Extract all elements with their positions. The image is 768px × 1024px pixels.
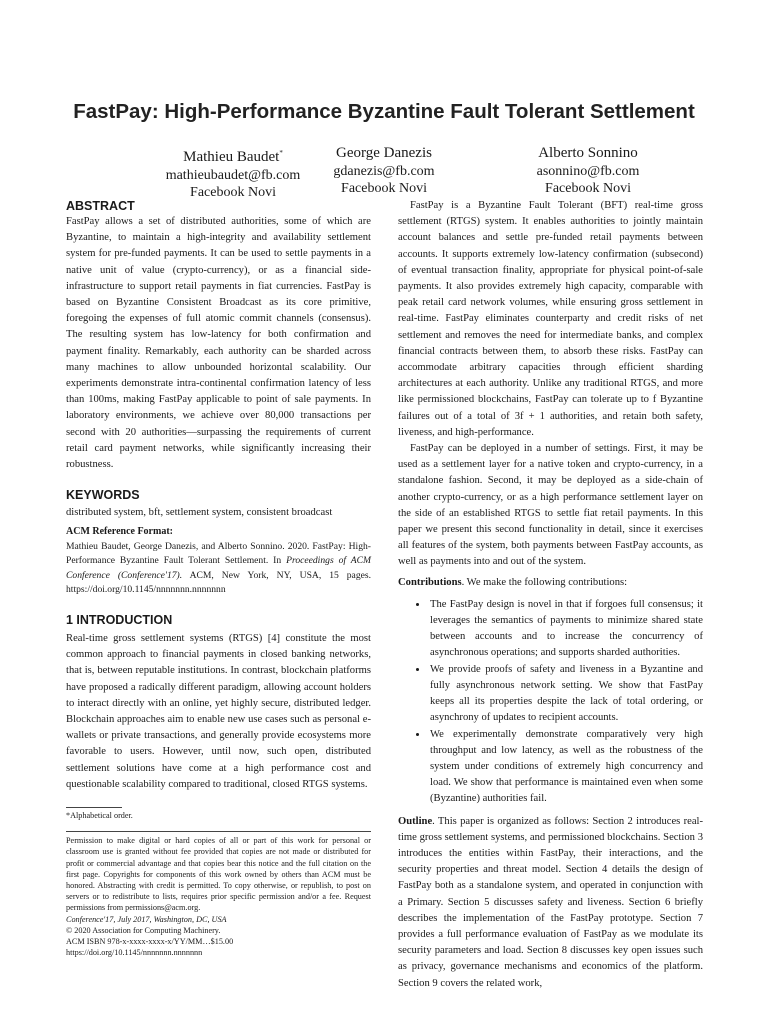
intro-paragraph-2: FastPay can be deployed in a number of settings. First, it may be used as a settlement layer for a native token and crypto-currency, in a standalone fashion. Second, it may be deployed as a side-chain of another crypto-currency, or as a high performance settlement layer on the side of an established RTGS to settle fiat retail payments. In this paper we present this second functionality in detail, since it exercises all features of the system, both payments between FastPay accounts, as well as payments into and out of the system.: [398, 443, 703, 568]
acm-reference-heading: ACM Reference Format:: [66, 526, 173, 538]
acm-reference-tail: ACM, New York, NY, USA, 15 pages. https://doi.org/10.1145/nnnnnnn.nnnnnnn: [66, 569, 372, 596]
copyright-line: © 2020 Association for Computing Machinery.: [66, 925, 221, 935]
introduction-text: Real-time gross settlement systems (RTGS) [4] constitute the most common approach to financial payments in closed banking networks, that is, between reputable institutions. In contrast, blockchain platforms have proposed a radically different paradigm, allowing account holders to interact directly with an online, yet highly secure, distributed ledger. Blockchain approaches aim to enable new use cases such as personal e-wallets or private transactions, and generally provide ecosystems more favorable to users. However, until now, such open, distributed settlement solutions have come at a high performance cost and questionable scalability compared to traditional, closed RTGS systems.: [66, 632, 371, 790]
author-email: gdanezis@fb.com: [333, 164, 435, 179]
introduction-heading: 1 INTRODUCTION: [66, 612, 173, 627]
author-email: mathieubaudet@fb.com: [165, 168, 301, 183]
acm-reference: [66, 525, 371, 598]
doi-line: https://doi.org/10.1145/nnnnnnn.nnnnnnn: [66, 948, 203, 958]
list-item: • We experimentally demonstrate comparatively very high throughput and low latency, as well as the robustness of the system under conditions of extremely high concurrency and load. We show that performance is maintained even when some (Byzantine) authorities fail.: [428, 727, 703, 808]
outline-paragraph: [398, 814, 703, 992]
contributions-paragraph: [398, 575, 703, 591]
right-column: [398, 198, 703, 992]
paper-title: FastPay: High-Performance Byzantine Fault Tolerant Settlement: [73, 100, 695, 123]
contributions-label: Contributions: [398, 576, 462, 588]
author-3: [478, 144, 698, 197]
permission-block: [66, 835, 371, 958]
left-column: [66, 198, 371, 958]
footnote: *Alphabetical order.: [66, 810, 133, 820]
author-footnote-mark: *: [279, 149, 283, 157]
author-affiliation: Facebook Novi: [341, 181, 427, 196]
author-affiliation: Facebook Novi: [545, 181, 631, 196]
abstract-text: FastPay allows a set of distributed authorities, some of which are Byzantine, to maintain a high-integrity and availability settlement system for pre-funded payments. It can be used to settle payments in a native unit of value (crypto-currency), or as a financial side-infrastructure to support retail payments in fiat currencies. FastPay is based on Byzantine Consistent Broadcast as its core primitive, foregoing the expenses of full atomic commit channels (consensus). The resulting system has low-latency for both confirmation and payment finality. Remarkably, each authority can be sharded across many machines to allow unbounded horizontal scalability. Our experiments demonstrate intra-continental confirmation latency of less than 100ms, making FastPay applicable to point of sale payments. In laboratory environments, we achieve over 80,000 transactions per second with 20 authorities—surpassing the requirements of current retail card payment networks, while significantly increasing their robustness.: [66, 216, 371, 471]
author-2: [274, 144, 494, 197]
abstract-heading: ABSTRACT: [66, 199, 135, 213]
author-name: Alberto Sonnino: [538, 145, 638, 161]
intro-paragraph-1: FastPay is a Byzantine Fault Tolerant (BFT) real-time gross settlement (RTGS) system. It enables authorities to jointly maintain account balances and settle pre-funded retail payments between accounts. It supports extremely low-latency confirmation (subsecond) of eventual transaction finality, appropriate for physical point-of-sale payments. It also provides extremely high capacity, comparable with peak retail card network volumes, while ensuring gross settlement in real-time. FastPay eliminates counterparty and credit risks of net settlement and removes the need for intermediate banks, and complex financial contracts between them, to absorb these risks. FastPay can accommodate arbitrary capacities through efficient sharding architectures at each authority. Unlike any traditional RTGS, and more like permissioned blockchains, FastPay can tolerate up to f Byzantine failures out of a total of 3f + 1 authorities, and retain both safety, liveness, and high-performance.: [398, 200, 703, 438]
permission-rule: [66, 831, 371, 832]
author-email: asonnino@fb.com: [536, 164, 640, 179]
list-item: • We provide proofs of safety and liveness in a Byzantine and fully asynchronous network setting. We show that FastPay keeps all its properties despite the lack of total ordering, or asynchrony of updates to recipient accounts.: [428, 662, 703, 727]
author-name: George Danezis: [336, 145, 432, 161]
acm-reference-authors: Mathieu Baudet, George Danezis, and Alberto Sonnino. 2020. FastPay: High-Performance Byzantine Fault Tolerant Settlement. In: [66, 540, 371, 567]
author-name: Mathieu Baudet: [183, 149, 280, 165]
keywords-text: distributed system, bft, settlement system, consistent broadcast: [66, 507, 333, 519]
permission-text: Permission to make digital or hard copies of all or part of this work for personal or classroom use is granted without fee provided that copies are not made or distributed for profit or commercial advantage and that copies bear this notice and the full citation on the first page. Copyrights for components of this work owned by others than ACM must be honored. Abstracting with credit is permitted. To copy otherwise, or republish, to post on servers or to redistribute to lists, requires prior specific permission and/or a fee. Request permissions from permissions@acm.org.: [66, 836, 371, 913]
outline-text: . This paper is organized as follows: Section 2 introduces real-time gross settlement systems, and permissioned blockchains. Section 3 introduces the entities within FastPay, their interactions, and the security properties and threat model. Section 4 details the design of FastPay both as a standalone system, and operated in conjunction with a Primary. Section 5 discusses safety and liveness. Section 6 briefly describes the implementation of the FastPay prototype. Section 7 provides a full performance evaluation of FastPay as we modulate its security parameters and load. Section 8 discusses key open issues such as privacy, governance mechanisms and economics of the platform. Section 9 covers the related work,: [398, 815, 703, 989]
acm-reference-venue: Proceedings of ACM Conference (Conference'17).: [66, 555, 372, 581]
conference-line: Conference'17, July 2017, Washington, DC, USA: [66, 914, 227, 924]
list-item: • The FastPay design is novel in that if forgoes full consensus; it leverages the semantics of payments to minimize shared state between accounts and to increase the concurrency of asynchronous operations; and supports sharded authorities.: [428, 597, 703, 662]
isbn-line: ACM ISBN 978-x-xxxx-xxxx-x/YY/MM…$15.00: [66, 937, 234, 947]
outline-label: Outline: [398, 815, 433, 827]
keywords-heading: KEYWORDS: [66, 488, 140, 503]
contributions-intro: . We make the following contributions:: [461, 576, 628, 588]
footnote-rule: [66, 807, 122, 808]
contributions-list: [398, 597, 703, 808]
author-affiliation: Facebook Novi: [190, 185, 276, 200]
